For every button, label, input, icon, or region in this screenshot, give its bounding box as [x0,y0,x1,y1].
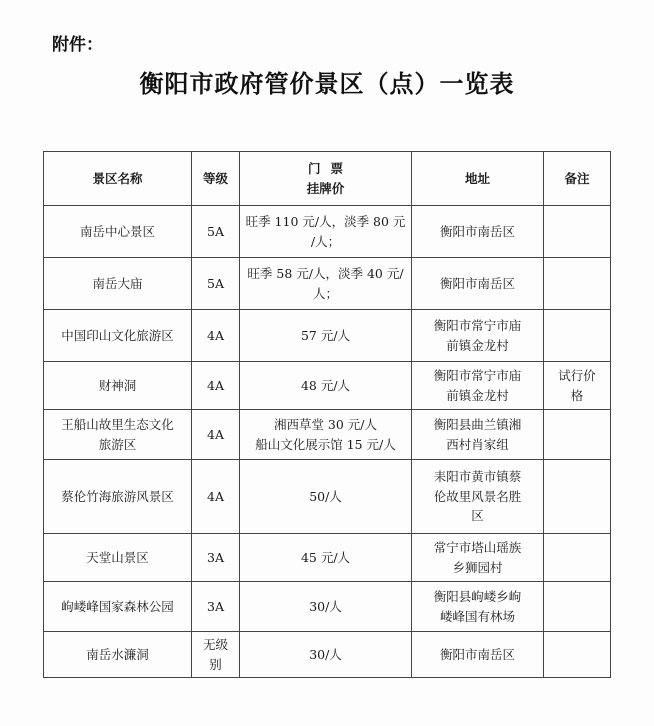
cell-price [240,534,412,582]
cell-price-line: 人； [312,285,338,301]
cell-address [412,582,544,632]
header-address: 地址 [412,152,544,206]
cell-address-line: 前镇金龙村 [446,387,509,403]
cell-address [412,410,544,460]
cell-note [544,534,611,582]
cell-price-line: 50/人 [309,488,342,504]
table-header-row [44,152,611,206]
cell-address-line: 嵝峰国有林场 [439,608,515,624]
cell-address [412,206,544,258]
cell-price-line: 48 元/人 [300,377,351,393]
cell-grade-line: 4A [207,488,224,504]
cell-note-line: 格 [570,387,584,403]
cell-price [240,362,412,410]
cell-name [44,206,192,258]
cell-note [544,582,611,632]
cell-note [544,460,611,534]
table-row [44,534,611,582]
cell-grade-line: 4A [207,327,224,343]
cell-grade [192,582,240,632]
cell-address [412,632,544,678]
cell-name-line: 南岳大庙 [92,275,143,291]
cell-price-line: 船山文化展示馆 15 元/人 [255,436,396,452]
cell-price-line: 旺季 110 元/人，淡季 80 元 [245,214,406,230]
cell-price-line: 30/人 [309,598,342,614]
cell-address-line: 区 [471,508,484,524]
cell-price [240,310,412,362]
cell-address-line: 常宁市塔山瑶族 [433,540,522,556]
cell-grade-line: 无级 [202,637,228,653]
table-row [44,410,611,460]
cell-grade-line: 别 [209,656,222,672]
cell-grade [192,258,240,310]
cell-address [412,460,544,534]
cell-grade-line: 5A [207,223,224,239]
cell-price-line: 57 元/人 [300,327,351,343]
cell-price-line: 30/人 [309,646,342,662]
cell-price [240,582,412,632]
cell-grade [192,534,240,582]
cell-note [544,206,611,258]
cell-name-line: 中国印山文化旅游区 [61,327,174,343]
cell-address-line: 伦故里风景名胜 [433,488,522,504]
cell-name-line: 南岳中心景区 [79,223,155,239]
cell-address-line: 西村肖家组 [446,436,509,452]
scenic-price-table [43,151,611,678]
table-row [44,310,611,362]
cell-name [44,362,192,410]
header-price [240,152,412,206]
cell-address-line: 衡阳市常宁市庙 [433,318,522,334]
cell-address-line: 衡阳市南岳区 [439,275,515,291]
table-row [44,582,611,632]
cell-name-line: 王船山故里生态文化 [61,417,174,433]
cell-grade-line: 4A [207,426,224,442]
cell-grade [192,410,240,460]
cell-address-line: 前镇金龙村 [446,337,509,353]
cell-name [44,310,192,362]
table-row [44,460,611,534]
cell-price [240,460,412,534]
cell-address-line: 耒阳市黄市镇蔡 [433,469,522,485]
header-grade: 等级 [192,152,240,206]
page-title: 衡阳市政府管价景区（点）一览表 [139,70,515,98]
cell-grade-line: 3A [207,598,224,614]
table-row [44,258,611,310]
cell-price [240,410,412,460]
cell-address [412,534,544,582]
cell-price-line: /人； [310,233,341,249]
cell-grade [192,206,240,258]
cell-price-line: 45 元/人 [300,549,351,565]
cell-name-line: 南岳水濂洞 [86,646,149,662]
cell-name [44,582,192,632]
cell-name [44,534,192,582]
cell-name-line: 天堂山景区 [86,549,149,565]
cell-note [544,632,611,678]
cell-note-line: 试行价 [558,368,596,384]
cell-address-line: 衡阳县岣嵝乡岣 [433,589,522,605]
cell-note [544,362,611,410]
cell-address-line: 衡阳市常宁市庙 [433,368,522,384]
table-row [44,632,611,678]
cell-grade [192,310,240,362]
cell-grade [192,362,240,410]
cell-name [44,410,192,460]
cell-name [44,258,192,310]
cell-name [44,460,192,534]
header-price-line1: 门票 [307,161,353,177]
cell-name-line: 岣嵝峰国家森林公园 [61,598,174,614]
cell-grade-line: 3A [207,549,224,565]
cell-address [412,258,544,310]
table-row [44,362,611,410]
table-body [44,206,611,678]
cell-address-line: 衡阳县曲兰镇湘 [433,417,522,433]
attachment-label: 附件： [52,35,103,55]
cell-price-line: 湘西草堂 30 元/人 [273,417,378,433]
cell-price [240,258,412,310]
cell-price [240,206,412,258]
cell-name-line: 蔡伦竹海旅游风景区 [61,488,174,504]
cell-grade-line: 4A [207,377,224,393]
cell-name [44,632,192,678]
cell-address [412,362,544,410]
header-name: 景区名称 [44,152,192,206]
cell-address [412,310,544,362]
cell-note [544,258,611,310]
cell-price [240,632,412,678]
cell-name-line: 旅游区 [98,436,137,452]
cell-grade [192,460,240,534]
cell-address-line: 衡阳市南岳区 [439,646,515,662]
cell-address-line: 衡阳市南岳区 [439,223,515,239]
cell-note [544,310,611,362]
cell-grade [192,632,240,678]
cell-name-line: 财神洞 [98,377,137,393]
table-row [44,206,611,258]
header-price-line2: 挂牌价 [306,180,345,196]
cell-grade-line: 5A [207,275,224,291]
header-note: 备注 [544,152,611,206]
cell-address-line: 乡狮园村 [452,559,503,575]
cell-note [544,410,611,460]
cell-price-line: 旺季 58 元/人，淡季 40 元/ [247,266,404,282]
